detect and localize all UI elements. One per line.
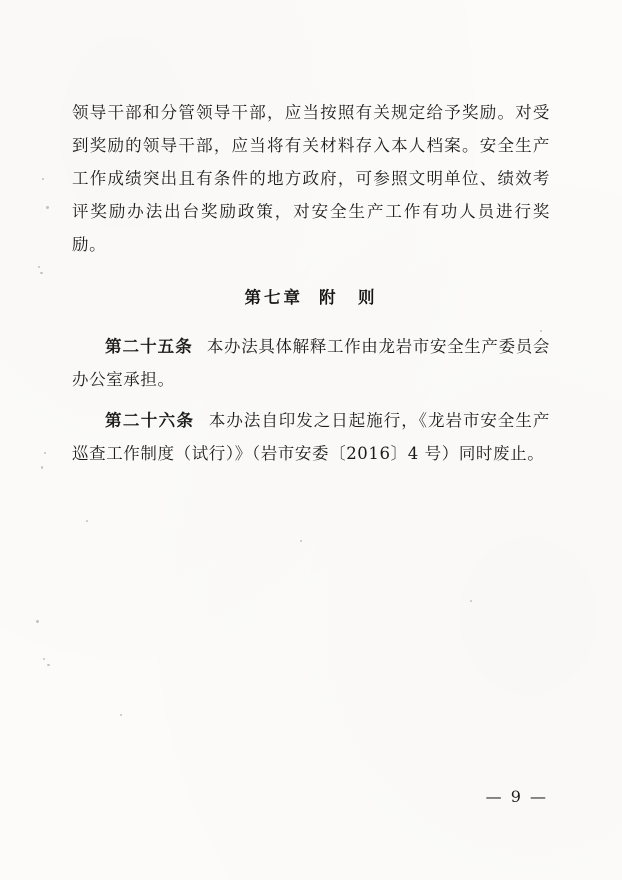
article-25: [72, 330, 550, 396]
chapter-title: 附 则: [319, 288, 378, 307]
document-body: [72, 96, 550, 472]
article-25-label: 第二十五条: [105, 337, 193, 356]
chapter-number: 第七章: [244, 288, 303, 307]
article-25-text: 本办法具体解释工作由龙岩市安全生产委员会办公室承担。: [72, 337, 551, 389]
article-26: [72, 404, 550, 470]
article-26-text: 本办法自印发之日起施行，《龙岩市安全生产巡查工作制度（试行）》（岩市安委〔2016〕4 号）同时废止。: [72, 411, 551, 463]
article-26-label: 第二十六条: [105, 411, 195, 430]
chapter-heading: [72, 281, 550, 314]
page-number: — 9 —: [485, 787, 548, 806]
paragraph-reward: 领导干部和分管领导干部，应当按照有关规定给予奖励。对受到奖励的领导干部，应当将有关材料存入本人档案。安全生产工作成绩突出且有条件的地方政府，可参照文明单位、绩效考评奖励办法出台奖励政策，对安全生产工作有功人员进行奖励。: [72, 103, 550, 254]
